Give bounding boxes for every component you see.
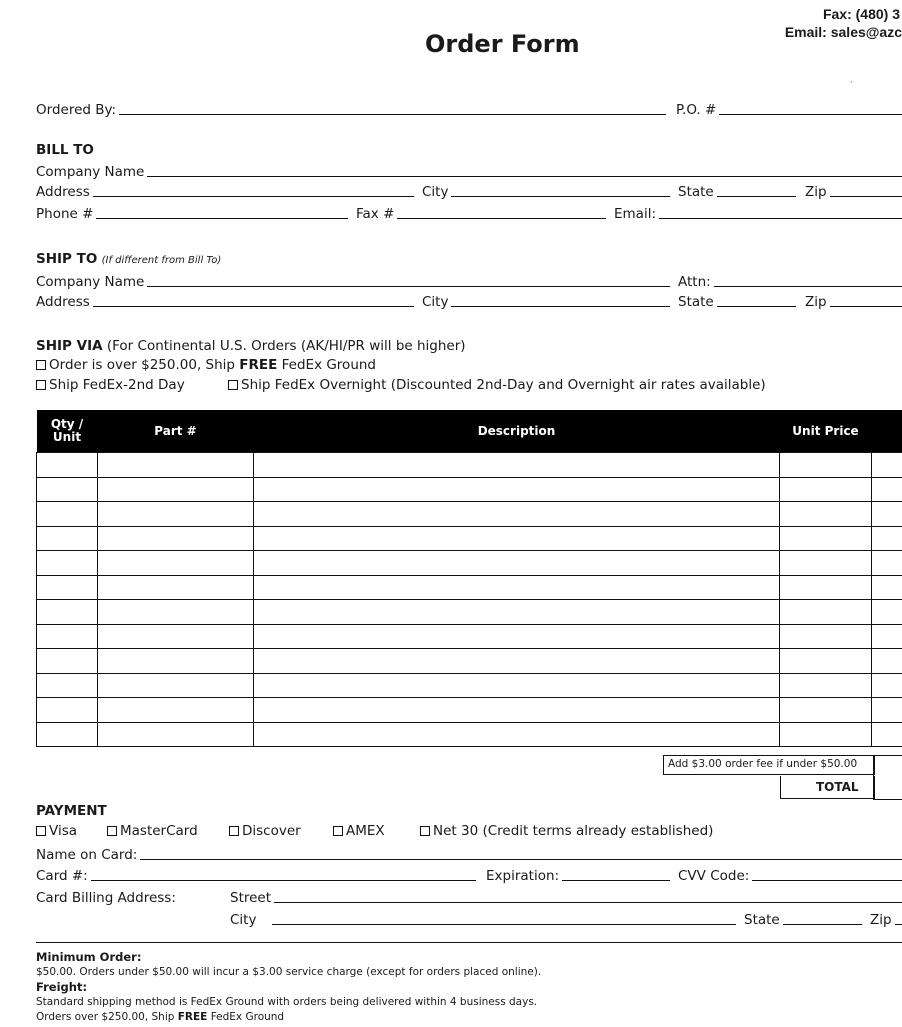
billing-city-label: City <box>230 912 257 928</box>
table-row <box>37 575 902 600</box>
freight-text-2-pre: Orders over $250.00, Ship <box>36 1011 178 1023</box>
desc-cell[interactable] <box>254 502 780 527</box>
bill-company-label: Company Name <box>36 164 145 180</box>
col-desc-header: Description <box>254 410 780 453</box>
billing-state-field[interactable] <box>744 910 862 928</box>
checkbox-icon[interactable] <box>107 826 117 836</box>
qty-cell[interactable] <box>37 502 98 527</box>
desc-cell[interactable] <box>254 575 780 600</box>
card-number-label: Card #: <box>36 868 88 884</box>
bill-email-field[interactable] <box>614 204 902 222</box>
part-cell[interactable] <box>98 526 254 551</box>
extra-cell[interactable] <box>872 649 902 674</box>
ship-option-2day-label: Ship FedEx-2nd Day <box>49 377 185 393</box>
table-row <box>37 526 902 551</box>
page-title: Order Form <box>425 30 580 58</box>
extra-cell[interactable] <box>872 453 902 478</box>
card-name-input[interactable] <box>140 859 902 860</box>
price-cell[interactable] <box>780 600 872 625</box>
ship-state-label: State <box>678 294 714 310</box>
ordered-by-field[interactable] <box>36 100 666 118</box>
ship-option-2day[interactable] <box>36 377 185 393</box>
ship-state-field[interactable] <box>678 292 796 310</box>
bill-address-input[interactable] <box>93 196 414 197</box>
ship-address-field[interactable] <box>36 292 414 310</box>
bill-fax-field[interactable] <box>356 204 606 222</box>
freight-text-2-post: FedEx Ground <box>207 1011 285 1023</box>
table-row <box>37 698 902 723</box>
ship-option-ground-post: FedEx Ground <box>277 357 377 373</box>
ship-option-overnight-label: Ship FedEx Overnight (Discounted 2nd-Day and Overnight air rates available) <box>241 377 766 393</box>
extra-cell[interactable] <box>872 575 902 600</box>
qty-cell[interactable] <box>37 575 98 600</box>
billing-zip-label: Zip <box>870 912 892 928</box>
part-cell[interactable] <box>98 600 254 625</box>
col-part-header: Part # <box>98 410 254 453</box>
extra-cell[interactable] <box>872 624 902 649</box>
po-label: P.O. # <box>676 102 717 118</box>
bill-fax-input[interactable] <box>397 218 606 219</box>
checkbox-icon[interactable] <box>36 380 46 390</box>
pay-net30-label: Net 30 (Credit terms already established) <box>433 823 714 839</box>
bill-zip-label: Zip <box>805 184 827 200</box>
ship-zip-input[interactable] <box>830 306 902 307</box>
pay-discover[interactable] <box>229 823 301 839</box>
ship-to-heading: SHIP TO <box>36 251 98 267</box>
bill-email-input[interactable] <box>659 218 902 219</box>
bill-city-input[interactable] <box>451 196 670 197</box>
billing-state-label: State <box>744 912 780 928</box>
price-cell[interactable] <box>780 453 872 478</box>
bill-state-field[interactable] <box>678 182 796 200</box>
table-header-row <box>37 410 902 453</box>
qty-cell[interactable] <box>37 673 98 698</box>
bill-zip-field[interactable] <box>805 182 902 200</box>
qty-cell[interactable] <box>37 698 98 723</box>
part-cell[interactable] <box>98 453 254 478</box>
ordered-by-label: Ordered By: <box>36 102 117 118</box>
bill-company-field[interactable] <box>36 162 902 180</box>
extra-cell[interactable] <box>872 698 902 723</box>
extra-cell[interactable] <box>872 600 902 625</box>
order-items-table <box>36 410 902 747</box>
ship-city-label: City <box>422 294 449 310</box>
part-cell[interactable] <box>98 698 254 723</box>
card-number-field[interactable] <box>36 866 476 884</box>
min-order-text: $50.00. Orders under $50.00 will incur a $3.00 service charge (except for orders placed online). <box>36 966 542 978</box>
price-cell[interactable] <box>780 722 872 747</box>
bill-state-label: State <box>678 184 714 200</box>
price-cell[interactable] <box>780 526 872 551</box>
price-cell[interactable] <box>780 649 872 674</box>
billing-street-field[interactable] <box>230 888 902 906</box>
bill-company-input[interactable] <box>147 176 902 177</box>
extra-cell[interactable] <box>872 502 902 527</box>
desc-cell[interactable] <box>254 600 780 625</box>
pay-net30[interactable] <box>420 823 713 839</box>
footer-divider <box>36 942 902 943</box>
qty-cell[interactable] <box>37 722 98 747</box>
ship-attn-label: Attn: <box>678 274 711 290</box>
price-cell[interactable] <box>780 551 872 576</box>
ship-zip-field[interactable] <box>805 292 902 310</box>
ship-zip-label: Zip <box>805 294 827 310</box>
checkbox-icon[interactable] <box>36 826 46 836</box>
pay-amex[interactable] <box>333 823 385 839</box>
checkbox-icon[interactable] <box>420 826 430 836</box>
ship-via-heading: SHIP VIA <box>36 338 103 354</box>
desc-cell[interactable] <box>254 551 780 576</box>
extra-cell[interactable] <box>872 526 902 551</box>
price-cell[interactable] <box>780 624 872 649</box>
pay-discover-label: Discover <box>242 823 301 839</box>
card-expiration-input[interactable] <box>562 880 670 881</box>
ship-option-overnight[interactable] <box>228 377 766 393</box>
billing-city-field[interactable] <box>230 910 736 928</box>
ship-option-ground[interactable] <box>36 357 376 373</box>
price-cell[interactable] <box>780 575 872 600</box>
part-cell[interactable] <box>98 551 254 576</box>
ship-to-note: (If different from Bill To) <box>101 255 222 266</box>
table-row <box>37 624 902 649</box>
card-cvv-input[interactable] <box>752 880 902 881</box>
extra-cell[interactable] <box>872 673 902 698</box>
price-cell[interactable] <box>780 477 872 502</box>
po-input[interactable] <box>719 114 902 115</box>
checkbox-icon[interactable] <box>36 360 46 370</box>
table-row <box>37 600 902 625</box>
part-cell[interactable] <box>98 649 254 674</box>
bill-city-field[interactable] <box>422 182 670 200</box>
billing-state-input[interactable] <box>783 924 862 925</box>
pay-visa-label: Visa <box>49 823 77 839</box>
part-cell[interactable] <box>98 722 254 747</box>
part-cell[interactable] <box>98 477 254 502</box>
ship-option-ground-pre: Order is over $250.00, Ship <box>49 357 240 373</box>
bill-to-heading: BILL TO <box>36 142 94 158</box>
card-number-input[interactable] <box>91 880 476 881</box>
ship-city-input[interactable] <box>451 306 670 307</box>
bill-zip-input[interactable] <box>830 196 902 197</box>
table-body <box>37 453 902 747</box>
desc-cell[interactable] <box>254 624 780 649</box>
qty-cell[interactable] <box>37 526 98 551</box>
card-expiration-label: Expiration: <box>486 868 560 884</box>
qty-cell[interactable] <box>37 477 98 502</box>
pay-mastercard[interactable] <box>107 823 198 839</box>
ship-via-note: (For Continental U.S. Orders (AK/HI/PR will be higher) <box>106 338 466 354</box>
fee-note: Add $3.00 order fee if under $50.00 <box>668 758 858 770</box>
freight-heading: Freight: <box>36 980 88 994</box>
table-row <box>37 649 902 674</box>
email-address: Email: sales@azc <box>784 24 902 40</box>
stray-mark: · <box>850 78 853 87</box>
freight-text: Standard shipping method is FedEx Ground with orders being delivered within 4 business days. <box>36 996 538 1008</box>
col-unit-label: Unit <box>52 430 82 444</box>
ship-attn-field[interactable] <box>678 272 902 290</box>
extra-cell[interactable] <box>872 477 902 502</box>
ship-via-heading-row <box>36 338 466 354</box>
ship-company-input[interactable] <box>147 286 670 287</box>
total-label: TOTAL <box>816 780 859 794</box>
ship-company-field[interactable] <box>36 272 670 290</box>
table-row <box>37 477 902 502</box>
checkbox-icon[interactable] <box>229 826 239 836</box>
col-qty-label: Qty / <box>50 417 84 431</box>
billing-address-label: Card Billing Address: <box>36 890 176 906</box>
bill-address-field[interactable] <box>36 182 414 200</box>
billing-city-input[interactable] <box>272 924 736 925</box>
bill-phone-label: Phone # <box>36 206 94 222</box>
po-field[interactable] <box>676 100 902 118</box>
bill-fax-label: Fax # <box>356 206 395 222</box>
extra-cell[interactable] <box>872 722 902 747</box>
ship-address-label: Address <box>36 294 90 310</box>
card-cvv-label: CVV Code: <box>678 868 750 884</box>
qty-cell[interactable] <box>37 600 98 625</box>
col-price-header: Unit Price <box>780 410 872 453</box>
pay-mastercard-label: MasterCard <box>120 823 198 839</box>
qty-cell[interactable] <box>37 624 98 649</box>
bill-city-label: City <box>422 184 449 200</box>
fax-number: Fax: (480) 3 <box>822 6 900 22</box>
billing-street-input[interactable] <box>274 902 902 903</box>
col-qty-header <box>37 410 98 453</box>
price-cell[interactable] <box>780 698 872 723</box>
qty-cell[interactable] <box>37 453 98 478</box>
table-row <box>37 722 902 747</box>
desc-cell[interactable] <box>254 649 780 674</box>
bill-address-label: Address <box>36 184 90 200</box>
checkbox-icon[interactable] <box>228 380 238 390</box>
qty-cell[interactable] <box>37 649 98 674</box>
bill-state-input[interactable] <box>717 196 796 197</box>
table-row <box>37 673 902 698</box>
desc-cell[interactable] <box>254 526 780 551</box>
freight-text-2-bold: FREE <box>177 1011 208 1023</box>
pay-amex-label: AMEX <box>346 823 385 839</box>
part-cell[interactable] <box>98 624 254 649</box>
checkbox-icon[interactable] <box>333 826 343 836</box>
desc-cell[interactable] <box>254 722 780 747</box>
ship-attn-input[interactable] <box>714 286 902 287</box>
payment-heading: PAYMENT <box>36 803 107 819</box>
card-name-label: Name on Card: <box>36 847 138 863</box>
bill-phone-input[interactable] <box>96 218 348 219</box>
ordered-by-input[interactable] <box>119 114 666 115</box>
pay-visa[interactable] <box>36 823 77 839</box>
card-expiration-field[interactable] <box>486 866 670 884</box>
ship-option-ground-bold: FREE <box>239 357 278 373</box>
price-cell[interactable] <box>780 673 872 698</box>
table-row <box>37 551 902 576</box>
billing-zip-field[interactable] <box>870 910 902 928</box>
desc-cell[interactable] <box>254 477 780 502</box>
col-extra-header <box>872 410 902 453</box>
price-cell[interactable] <box>780 502 872 527</box>
qty-cell[interactable] <box>37 551 98 576</box>
ship-company-label: Company Name <box>36 274 145 290</box>
billing-zip-input[interactable] <box>895 924 902 925</box>
table-row <box>37 453 902 478</box>
desc-cell[interactable] <box>254 673 780 698</box>
part-cell[interactable] <box>98 673 254 698</box>
bill-email-label: Email: <box>614 206 657 222</box>
min-order-heading: Minimum Order: <box>36 950 142 964</box>
table-row <box>37 502 902 527</box>
card-name-field[interactable] <box>36 845 902 863</box>
desc-cell[interactable] <box>254 698 780 723</box>
desc-cell[interactable] <box>254 453 780 478</box>
part-cell[interactable] <box>98 575 254 600</box>
extra-cell[interactable] <box>872 551 902 576</box>
ship-state-input[interactable] <box>717 306 796 307</box>
ship-to-heading-row <box>36 251 221 267</box>
bill-phone-field[interactable] <box>36 204 348 222</box>
ship-address-input[interactable] <box>93 306 414 307</box>
billing-street-label: Street <box>230 890 272 906</box>
ship-city-field[interactable] <box>422 292 670 310</box>
total-value-cell[interactable] <box>873 755 902 800</box>
part-cell[interactable] <box>98 502 254 527</box>
card-cvv-field[interactable] <box>678 866 902 884</box>
freight-text-2 <box>36 1011 284 1023</box>
